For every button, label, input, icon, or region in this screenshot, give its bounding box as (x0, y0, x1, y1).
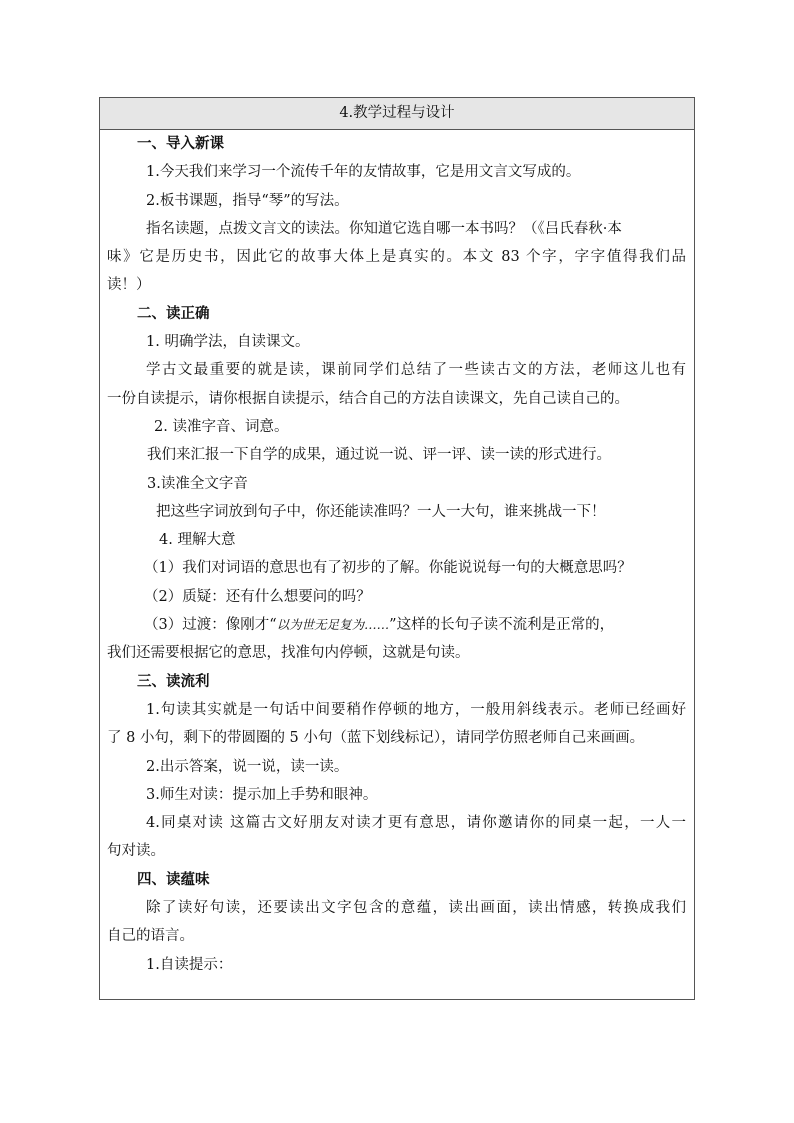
paragraph: 1. 明确学法，自读课文。 (146, 334, 310, 351)
quoted-sentence: 以为世无足复为…… (276, 617, 390, 633)
paragraph: 1.句读其实就是一句话中间要稍作停顿的地方，一般用斜线表示。老师已经画好 (146, 701, 686, 718)
paragraph: 自己的语言。 (107, 928, 194, 945)
paragraph: 读！） (107, 277, 151, 294)
paragraph: 1.自读提示： (146, 956, 233, 973)
paragraph: 3.读准全文字音 (147, 475, 248, 492)
paragraph: 2.出示答案，说一说，读一读。 (146, 758, 349, 775)
section-heading-read-fluently: 三、读流利 (137, 672, 210, 690)
paragraph: （1）我们对词语的意思也有了初步的了解。你能说说每一句的大概意思吗？ (144, 560, 632, 577)
paragraph: 指名读题，点拨文言文的读法。你知道它选自哪一本书吗？（《吕氏春秋·本 (146, 220, 622, 237)
paragraph-text: （3）过渡：像刚才“ (144, 617, 277, 634)
paragraph: 4.同桌对读 这篇古文好朋友对读才更有意思，请你邀请你的同桌一起，一人一 (146, 815, 686, 832)
table-header: 4.教学过程与设计 (100, 98, 694, 130)
paragraph: 一份自读提示，请你根据自读提示，结合自己的方法自读课文，先自己读自己的。 (107, 390, 629, 407)
lesson-table (99, 97, 695, 1000)
paragraph: 把这些字词放到句子中，你还能读准吗？一人一大句，谁来挑战一下！ (156, 503, 606, 520)
paragraph: 学古文最重要的就是读，课前同学们总结了一些读古文的方法，老师这儿也有 (146, 362, 686, 379)
paragraph: 句对读。 (107, 843, 165, 860)
paragraph: 2.板书课题，指导“琴”的写法。 (146, 192, 349, 209)
section-heading-read-correctly: 二、读正确 (137, 304, 210, 322)
paragraph: 我们还需要根据它的意思，找准句内停顿，这就是句读。 (107, 645, 470, 662)
paragraph: 味》它是历史书，因此它的故事大体上是真实的。本文 83 个字，字字值得我们品 (107, 249, 686, 266)
paragraph: 了 8 小句，剩下的带圆圈的 5 小句（蓝下划线标记），请同学仿照老师自己来画画。 (107, 730, 645, 747)
paragraph (107, 611, 686, 639)
paragraph: 2. 读准字音、词意。 (154, 418, 289, 435)
paragraph: 3.师生对读：提示加上手势和眼神。 (146, 786, 378, 803)
paragraph: （2）质疑：还有什么想要问的吗？ (144, 588, 371, 605)
paragraph: 我们来汇报一下自学的成果，通过说一说、评一评、读一读的形式进行。 (147, 447, 611, 464)
paragraph-text: ”这样的长句子读不流利是正常的， (389, 617, 615, 634)
table-body (100, 130, 694, 979)
section-heading-intro: 一、导入新课 (137, 135, 224, 152)
paragraph: 4. 理解大意 (159, 532, 236, 549)
paragraph: 除了读好句读，还要读出文字包含的意蕴，读出画面，读出情感，转换成我们 (146, 900, 686, 917)
section-heading-read-meaning: 四、读蕴味 (137, 870, 210, 888)
paragraph: 1.今天我们来学习一个流传千年的友情故事，它是用文言文写成的。 (146, 164, 581, 181)
